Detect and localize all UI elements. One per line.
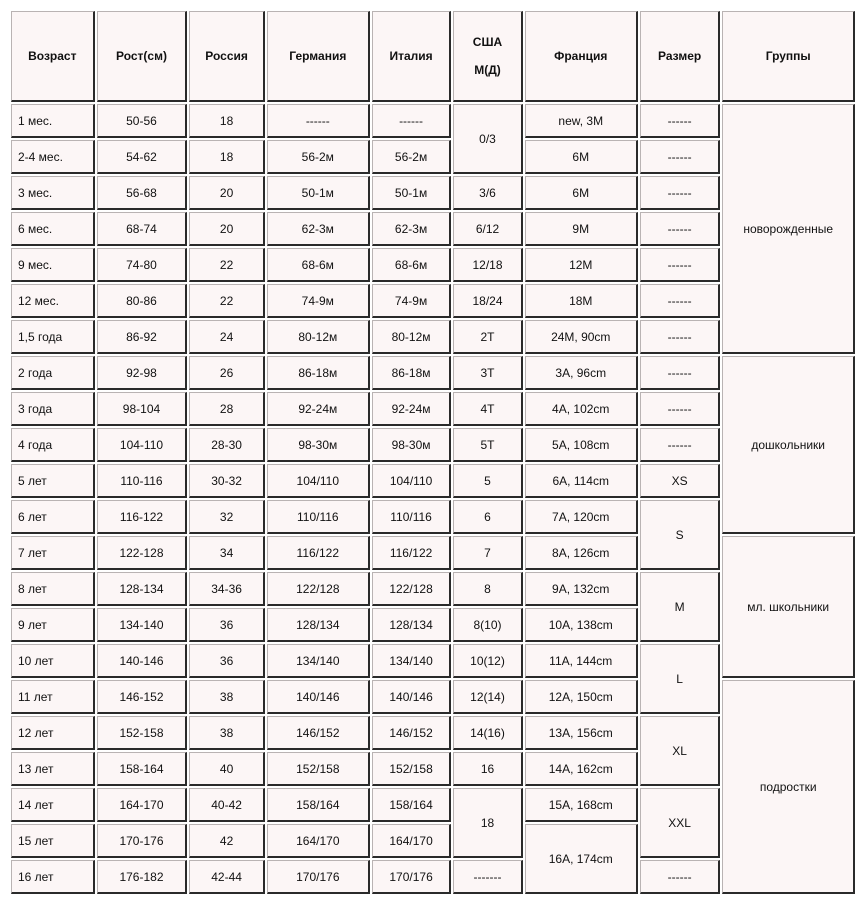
cell-age: 10 лет xyxy=(11,644,95,678)
header-usa-line1: США xyxy=(472,35,503,49)
cell-france: 16A, 174cm xyxy=(525,824,638,894)
cell-size: ------ xyxy=(640,284,721,318)
cell-france: 10A, 138cm xyxy=(525,608,638,642)
cell-germany: 134/140 xyxy=(267,644,370,678)
cell-italy: 56-2м xyxy=(372,140,452,174)
cell-age: 2-4 мес. xyxy=(11,140,95,174)
cell-russia: 26 xyxy=(189,356,264,390)
table-row xyxy=(11,536,855,570)
cell-germany: 74-9м xyxy=(267,284,370,318)
cell-usa: 16 xyxy=(453,752,522,786)
cell-height: 176-182 xyxy=(97,860,188,894)
cell-russia: 24 xyxy=(189,320,264,354)
cell-height: 54-62 xyxy=(97,140,188,174)
cell-italy: 62-3м xyxy=(372,212,452,246)
cell-height: 128-134 xyxy=(97,572,188,606)
cell-france: 8A, 126cm xyxy=(525,536,638,570)
cell-height: 50-56 xyxy=(97,104,188,138)
cell-age: 9 лет xyxy=(11,608,95,642)
table-row xyxy=(11,356,855,390)
cell-france: 11A, 144cm xyxy=(525,644,638,678)
cell-germany: 80-12м xyxy=(267,320,370,354)
cell-france: 6M xyxy=(525,140,638,174)
cell-germany: ------ xyxy=(267,104,370,138)
cell-germany: 110/116 xyxy=(267,500,370,534)
cell-height: 80-86 xyxy=(97,284,188,318)
cell-age: 9 мес. xyxy=(11,248,95,282)
cell-italy: 128/134 xyxy=(372,608,452,642)
cell-russia: 38 xyxy=(189,716,264,750)
table-row xyxy=(11,104,855,138)
cell-germany: 116/122 xyxy=(267,536,370,570)
cell-size: ------ xyxy=(640,356,721,390)
cell-france: 14A, 162cm xyxy=(525,752,638,786)
cell-size: ------ xyxy=(640,140,721,174)
cell-russia: 36 xyxy=(189,644,264,678)
cell-group: дошкольники xyxy=(722,356,855,534)
cell-height: 56-68 xyxy=(97,176,188,210)
cell-germany: 62-3м xyxy=(267,212,370,246)
cell-russia: 36 xyxy=(189,608,264,642)
cell-italy: 164/170 xyxy=(372,824,452,858)
cell-russia: 34 xyxy=(189,536,264,570)
cell-height: 98-104 xyxy=(97,392,188,426)
cell-age: 4 года xyxy=(11,428,95,462)
cell-age: 13 лет xyxy=(11,752,95,786)
cell-italy: 116/122 xyxy=(372,536,452,570)
cell-russia: 20 xyxy=(189,176,264,210)
cell-size: ------ xyxy=(640,248,721,282)
children-size-chart-table xyxy=(9,9,857,896)
cell-age: 15 лет xyxy=(11,824,95,858)
cell-russia: 42 xyxy=(189,824,264,858)
cell-height: 110-116 xyxy=(97,464,188,498)
cell-size: ------ xyxy=(640,860,721,894)
cell-height: 140-146 xyxy=(97,644,188,678)
cell-germany: 146/152 xyxy=(267,716,370,750)
cell-russia: 30-32 xyxy=(189,464,264,498)
cell-size: ------ xyxy=(640,428,721,462)
cell-italy: ------ xyxy=(372,104,452,138)
cell-italy: 68-6м xyxy=(372,248,452,282)
cell-usa: 5T xyxy=(453,428,522,462)
header-usa-line2: М(Д) xyxy=(474,63,501,77)
cell-italy: 134/140 xyxy=(372,644,452,678)
cell-germany: 50-1м xyxy=(267,176,370,210)
cell-italy: 104/110 xyxy=(372,464,452,498)
cell-age: 8 лет xyxy=(11,572,95,606)
cell-age: 5 лет xyxy=(11,464,95,498)
cell-france: new, 3M xyxy=(525,104,638,138)
header-russia: Россия xyxy=(189,11,264,102)
cell-russia: 28-30 xyxy=(189,428,264,462)
cell-germany: 122/128 xyxy=(267,572,370,606)
cell-size: ------ xyxy=(640,104,721,138)
cell-italy: 158/164 xyxy=(372,788,452,822)
cell-usa: 2T xyxy=(453,320,522,354)
cell-germany: 164/170 xyxy=(267,824,370,858)
cell-italy: 80-12м xyxy=(372,320,452,354)
cell-group: новорожденные xyxy=(722,104,855,354)
cell-size: ------ xyxy=(640,176,721,210)
cell-italy: 170/176 xyxy=(372,860,452,894)
cell-usa: 7 xyxy=(453,536,522,570)
cell-group: подростки xyxy=(722,680,855,894)
cell-height: 134-140 xyxy=(97,608,188,642)
cell-size: ------ xyxy=(640,212,721,246)
cell-age: 3 мес. xyxy=(11,176,95,210)
header-age: Возраст xyxy=(11,11,95,102)
cell-usa: ------- xyxy=(453,860,522,894)
cell-france: 12M xyxy=(525,248,638,282)
cell-france: 6A, 114cm xyxy=(525,464,638,498)
cell-usa: 12(14) xyxy=(453,680,522,714)
cell-usa: 18 xyxy=(453,788,522,858)
cell-italy: 92-24м xyxy=(372,392,452,426)
cell-france: 6M xyxy=(525,176,638,210)
cell-age: 6 мес. xyxy=(11,212,95,246)
cell-russia: 22 xyxy=(189,284,264,318)
cell-france: 5A, 108cm xyxy=(525,428,638,462)
cell-age: 7 лет xyxy=(11,536,95,570)
cell-usa: 4T xyxy=(453,392,522,426)
cell-age: 16 лет xyxy=(11,860,95,894)
cell-france: 3A, 96cm xyxy=(525,356,638,390)
cell-germany: 92-24м xyxy=(267,392,370,426)
cell-usa: 8(10) xyxy=(453,608,522,642)
header-groups: Группы xyxy=(722,11,855,102)
header-row xyxy=(11,11,855,102)
cell-height: 158-164 xyxy=(97,752,188,786)
header-size: Размер xyxy=(640,11,721,102)
cell-usa: 8 xyxy=(453,572,522,606)
cell-usa: 10(12) xyxy=(453,644,522,678)
cell-france: 9M xyxy=(525,212,638,246)
header-usa xyxy=(453,11,522,102)
cell-germany: 98-30м xyxy=(267,428,370,462)
cell-usa: 18/24 xyxy=(453,284,522,318)
cell-russia: 28 xyxy=(189,392,264,426)
cell-height: 152-158 xyxy=(97,716,188,750)
cell-height: 164-170 xyxy=(97,788,188,822)
cell-usa: 5 xyxy=(453,464,522,498)
cell-italy: 50-1м xyxy=(372,176,452,210)
cell-italy: 110/116 xyxy=(372,500,452,534)
cell-height: 146-152 xyxy=(97,680,188,714)
cell-size: S xyxy=(640,500,721,570)
header-italy: Италия xyxy=(372,11,452,102)
cell-height: 116-122 xyxy=(97,500,188,534)
cell-group: мл. школьники xyxy=(722,536,855,678)
cell-france: 18M xyxy=(525,284,638,318)
header-height: Рост(см) xyxy=(97,11,188,102)
cell-italy: 140/146 xyxy=(372,680,452,714)
cell-italy: 74-9м xyxy=(372,284,452,318)
cell-italy: 98-30м xyxy=(372,428,452,462)
cell-germany: 68-6м xyxy=(267,248,370,282)
cell-height: 92-98 xyxy=(97,356,188,390)
cell-usa: 12/18 xyxy=(453,248,522,282)
cell-usa: 3T xyxy=(453,356,522,390)
cell-size: XL xyxy=(640,716,721,786)
cell-height: 104-110 xyxy=(97,428,188,462)
cell-age: 12 лет xyxy=(11,716,95,750)
cell-height: 74-80 xyxy=(97,248,188,282)
cell-france: 12A, 150cm xyxy=(525,680,638,714)
cell-russia: 18 xyxy=(189,140,264,174)
cell-france: 4A, 102cm xyxy=(525,392,638,426)
cell-age: 11 лет xyxy=(11,680,95,714)
cell-height: 122-128 xyxy=(97,536,188,570)
cell-germany: 140/146 xyxy=(267,680,370,714)
cell-age: 1,5 года xyxy=(11,320,95,354)
cell-usa: 14(16) xyxy=(453,716,522,750)
cell-usa: 6/12 xyxy=(453,212,522,246)
cell-russia: 38 xyxy=(189,680,264,714)
cell-russia: 34-36 xyxy=(189,572,264,606)
cell-age: 6 лет xyxy=(11,500,95,534)
cell-height: 170-176 xyxy=(97,824,188,858)
cell-age: 12 мес. xyxy=(11,284,95,318)
header-france: Франция xyxy=(525,11,638,102)
cell-size: ------ xyxy=(640,320,721,354)
cell-usa: 0/3 xyxy=(453,104,522,174)
cell-usa: 6 xyxy=(453,500,522,534)
cell-russia: 22 xyxy=(189,248,264,282)
cell-germany: 128/134 xyxy=(267,608,370,642)
cell-france: 24M, 90cm xyxy=(525,320,638,354)
cell-russia: 18 xyxy=(189,104,264,138)
table-row xyxy=(11,680,855,714)
cell-russia: 40-42 xyxy=(189,788,264,822)
header-germany: Германия xyxy=(267,11,370,102)
cell-france: 9A, 132cm xyxy=(525,572,638,606)
cell-france: 13A, 156cm xyxy=(525,716,638,750)
cell-france: 15A, 168cm xyxy=(525,788,638,822)
cell-germany: 104/110 xyxy=(267,464,370,498)
cell-russia: 42-44 xyxy=(189,860,264,894)
cell-germany: 56-2м xyxy=(267,140,370,174)
cell-height: 86-92 xyxy=(97,320,188,354)
cell-italy: 86-18м xyxy=(372,356,452,390)
cell-italy: 122/128 xyxy=(372,572,452,606)
cell-size: L xyxy=(640,644,721,714)
cell-russia: 20 xyxy=(189,212,264,246)
cell-size: M xyxy=(640,572,721,642)
cell-italy: 146/152 xyxy=(372,716,452,750)
cell-age: 1 мес. xyxy=(11,104,95,138)
cell-age: 14 лет xyxy=(11,788,95,822)
cell-germany: 170/176 xyxy=(267,860,370,894)
cell-russia: 40 xyxy=(189,752,264,786)
cell-size: XS xyxy=(640,464,721,498)
cell-usa: 3/6 xyxy=(453,176,522,210)
cell-italy: 152/158 xyxy=(372,752,452,786)
cell-age: 2 года xyxy=(11,356,95,390)
cell-russia: 32 xyxy=(189,500,264,534)
cell-france: 7A, 120cm xyxy=(525,500,638,534)
cell-germany: 152/158 xyxy=(267,752,370,786)
cell-germany: 158/164 xyxy=(267,788,370,822)
cell-size: XXL xyxy=(640,788,721,858)
cell-age: 3 года xyxy=(11,392,95,426)
cell-size: ------ xyxy=(640,392,721,426)
cell-height: 68-74 xyxy=(97,212,188,246)
cell-germany: 86-18м xyxy=(267,356,370,390)
